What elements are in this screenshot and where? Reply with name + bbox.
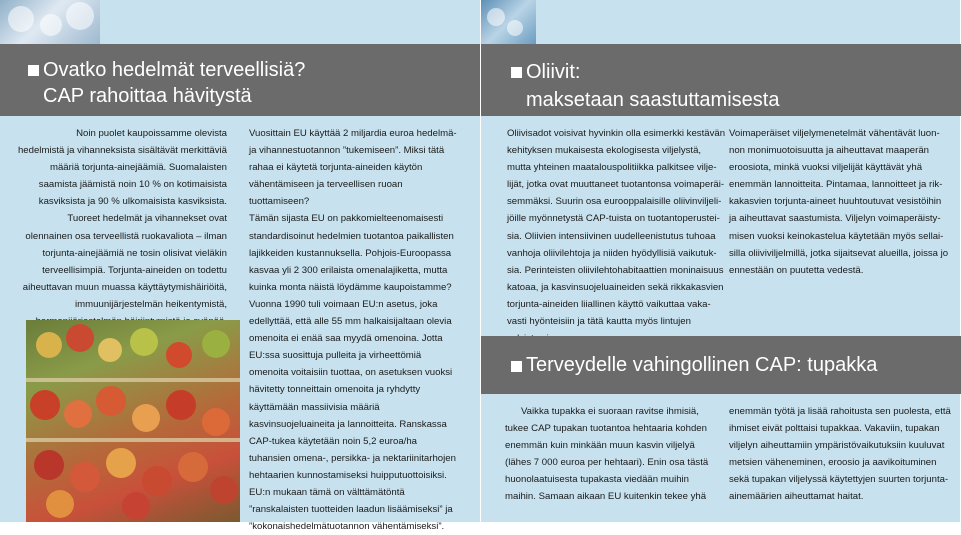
right-subtitle: maksetaan saastuttamisesta: [526, 89, 780, 111]
text-line: saamista jäämistä noin 10 % on kotimaisista: [38, 179, 227, 191]
text-line: torjunta-ainejäämiä ne tosin olisivat vieläkin: [42, 247, 227, 259]
text-line: ennestään on puutetta vedestä.: [729, 264, 864, 276]
left-title-bar: [0, 44, 480, 116]
text-line: katoaa, ja kasvinsuojeluaineiden sekä rikkakasvien: [507, 281, 724, 293]
tobacco-title: Terveydelle vahingollinen CAP: tupakka: [526, 354, 878, 376]
text-line: sia. Oliivien intensiivinen uudelleenistutus tuhoaa: [507, 230, 716, 242]
text-line: Vaikka tupakka ei suoraan ravitse ihmisiä,: [521, 406, 699, 417]
right-title-bar: [481, 44, 961, 116]
right-title: Oliivit:: [526, 61, 581, 83]
left-title: Ovatko hedelmät terveellisiä?: [43, 59, 306, 81]
text-line: sekä tupakan viljelyssä käytettyjen suurten torjunta-: [729, 474, 949, 486]
bullet-square-icon: [511, 67, 522, 78]
right-column-1: [507, 125, 725, 347]
left-column-1: [0, 125, 240, 330]
text-line: immuunijärjestelmän heikentymistä,: [75, 298, 227, 310]
text-line: tuhansien omena-, persikka- ja nektariinitarhojen: [249, 452, 456, 464]
text-line: CAP-tukea käytetään noin 5,2 euroa/ha: [249, 435, 418, 447]
text-line: Voimaperäiset viljelymenetelmät vähentävät luon-: [729, 128, 940, 139]
text-line: eroosiota, minkä vuoksi viljelijät käyttävät yhä: [729, 162, 923, 174]
text-line: kakasvien torjunta-aineet huuhtoutuvat vesistöihin: [729, 196, 942, 208]
text-line: omenoita ei enää saa myydä omenoina. Jotta: [249, 333, 443, 345]
text-line: ”kokonaishedelmätuotannon vähentämiseksi”.: [249, 521, 445, 533]
text-line: vähentämiseen ja terveellisen ruoan: [249, 179, 403, 191]
frozen-fruit-photo: [0, 0, 100, 44]
right-page: [480, 0, 960, 522]
tobacco-column-2: [729, 403, 954, 506]
text-line: huonolaatuisesta tupakasta viedään muihin: [505, 474, 690, 486]
text-line: standardisoinut hedelmien tuotantoa paikallisten: [249, 230, 454, 242]
text-line: enemmän työtä ja lisää rahoitusta sen puolesta, että: [729, 406, 951, 417]
text-line: rahaa ei käytetä torjunta-aineiden käytön: [249, 162, 423, 174]
text-line: vanhoja oliivilehtoja ja niiden hyödyllisiä vaikutuk-: [507, 247, 717, 259]
text-line: metsien väheneminen, eroosio ja aavikoituminen: [729, 457, 937, 469]
left-subtitle: CAP rahoittaa hävitystä: [43, 85, 252, 107]
text-line: EU:n mukaan tämä on välttämätöntä: [249, 486, 405, 498]
text-line: tukee CAP tupakan tuotantoa hehtaaria kohden: [505, 423, 707, 435]
text-line: hedelmistä ja vihanneksista sisältävät merkittäviä: [17, 145, 227, 157]
text-line: ”ranskalaisten tuotteiden laadun lisäämiseksi” ja: [249, 504, 453, 516]
text-line: ainemäärien aiheuttamat haitat.: [729, 491, 864, 503]
text-line: terveellisimpiä. Torjunta-aineiden on todettu: [42, 264, 227, 276]
text-line: misen vuoksi keinokastelua käytetään myös sellai-: [729, 230, 944, 242]
text-line: maihin. Samaan aikaan EU kuitenkin tekee yhä: [505, 491, 707, 503]
text-line: non monimuotoisuutta ja aiheuttavat maaperän: [729, 145, 929, 157]
text-line: lijät, jotka ovat muuttaneet tuotantonsa voimaperäi-: [507, 179, 725, 191]
left-column-2: [249, 125, 474, 535]
text-line: kehityksen mukaisesta ekologisesta viljelystä,: [507, 145, 702, 157]
text-line: ja aiheuttavat saastumista. Viljelyn voimaperäisty-: [729, 213, 941, 225]
text-line: Vuonna 1990 tuli voimaan EU:n asetus, joka: [249, 298, 438, 310]
text-line: kasvaa yli 2 300 erilaista omenalajiketta, mutta: [249, 264, 448, 276]
right-column-2: [729, 125, 954, 279]
apples-photo: [26, 320, 240, 522]
text-line: (lähes 7 000 euroa per hehtaari). Enin osa tästä: [505, 457, 709, 469]
text-line: edellyttää, että alle 55 mm halkaisijaltaan olevia: [249, 316, 452, 328]
text-line: vasti hyönteisiin ja tätä kautta myös lintujen: [507, 316, 691, 328]
text-line: omenoita voitaisiin tuottaa, on asetuksen vuoksi: [249, 367, 453, 379]
text-line: mutta yhteinen maatalouspolitiikka palkitsee vilje-: [507, 162, 717, 174]
text-line: hehtaarien kunnostamiseksi huipputuottoisiksi.: [249, 469, 447, 481]
text-line: kasvinsuojeluaineita ja lannoitteita. Ranskassa: [249, 418, 447, 430]
text-line: silla oliiviviljelmillä, jotka sijaitsevat alueilla, joissa jo: [729, 247, 949, 259]
text-line: kuinka monta näistä löydämme kaupoistamme?: [249, 281, 452, 293]
text-line: lajikkeiden kustannuksella. Pohjois-Euroopassa: [249, 247, 452, 259]
text-line: EU:ssa suosittuja pulleita ja virheettömiä: [249, 350, 422, 362]
text-line: jöille myönnetystä CAP-tuista on tuotantoperustei-: [507, 213, 720, 225]
bullet-square-icon: [28, 65, 39, 76]
tobacco-column-1: [505, 403, 725, 506]
tobacco-title-bar: [481, 336, 961, 394]
text-line: tuottamiseen?: [249, 196, 310, 208]
text-line: ihmiset eivät polttaisi tupakkaa. Vakaviin, tupakan: [729, 423, 940, 435]
text-line: kasviksista ja 90 % ulkomaisista kasviksista.: [38, 196, 227, 208]
text-line: Oliivisadot voisivat hyvinkin olla esimerkki kestävän: [507, 128, 726, 139]
text-line: hävitetty tonneittain omenoita ja ryhdytty: [249, 384, 421, 396]
text-line: ja vihannestuotannon ”tukemiseen”. Miksi tätä: [249, 145, 445, 157]
text-line: määriä torjunta-ainejäämiä. Suomalaisten: [49, 162, 227, 174]
bullet-square-icon: [511, 361, 522, 372]
text-line: Tuoreet hedelmät ja vihannekset ovat: [67, 213, 227, 225]
text-line: Vuosittain EU käyttää 2 miljardia euroa hedelmä-: [249, 128, 457, 139]
text-line: käyttämään massiivisia määriä: [249, 401, 380, 413]
text-line: enemmän kuin minkään muun kasvin viljelyä: [505, 440, 695, 452]
text-line: Noin puolet kaupoissamme olevista: [76, 128, 227, 139]
text-line: Tämän sijasta EU on pakkomielteenomaisesti: [249, 213, 444, 225]
text-line: torjunta-aineiden liiallinen käyttö vaikuttaa vaka-: [507, 298, 711, 310]
text-line: olennainen osa terveellistä ruokavaliota – ilman: [25, 230, 227, 242]
olive-leaves-photo: [481, 0, 536, 44]
text-line: sia. Perinteisten oliivilehtohabitaattien moninaisuus: [507, 264, 724, 276]
text-line: aiheuttavan muun muassa käyttäytymishäiriöitä,: [22, 281, 227, 293]
left-page: [0, 0, 480, 533]
text-line: viljelyn aiheuttamiin ympäristövaikutuksiin kuuluvat: [729, 440, 945, 452]
text-line: enemmän lannoitteita. Pintamaa, lannoitteet ja rik-: [729, 179, 943, 191]
text-line: semmäksi. Suurin osa eurooppalaisille oliivinviljeli-: [507, 196, 722, 208]
